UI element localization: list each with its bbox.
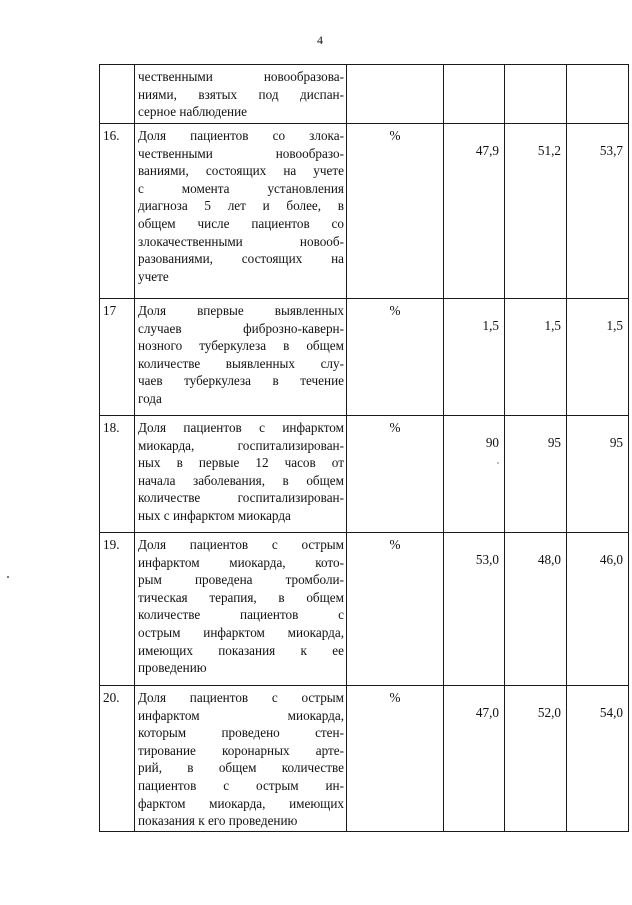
indicator-description [135, 124, 347, 299]
value-cell-v2: 52,0 [505, 686, 567, 832]
indicator-description [135, 686, 347, 832]
description-line: острым инфарктом миокарда, [138, 624, 344, 640]
value-cell-v3: 95 [567, 416, 629, 533]
description-line: имеющих показания к ее [138, 642, 344, 658]
row-number: 19. [100, 533, 135, 686]
value-cell-v1: 47,9 [444, 124, 505, 299]
description-line: миокарда, госпитализирован- [138, 437, 344, 453]
description-line: Доля пациентов со злока- [138, 128, 344, 143]
value-cell-v2 [505, 65, 567, 124]
description-line: начала заболевания, в общем [138, 472, 344, 488]
description-line: случаев фиброзно-каверн- [138, 320, 344, 336]
description-line: Доля пациентов с инфарктом [138, 420, 344, 435]
description-line: чественными новообразова- [138, 69, 344, 84]
value-cell-v3: 53,7 [567, 124, 629, 299]
description-line: пациентов с острым ин- [138, 777, 344, 793]
description-line: чаев туберкулеза в течение [138, 373, 344, 389]
value-cell-v1: 1,5 [444, 299, 505, 416]
description-line: ных в первые 12 часов от [138, 455, 344, 471]
unit-cell: % [347, 686, 444, 832]
row-number: 17 [100, 299, 135, 416]
description-line: ниями, взятых под диспан- [138, 86, 344, 102]
description-line: рий, в общем количестве [138, 760, 344, 776]
description-line: инфарктом миокарда, кото- [138, 554, 344, 570]
table-row [100, 65, 629, 124]
unit-cell: % [347, 124, 444, 299]
description-line: количестве госпитализирован- [138, 490, 344, 506]
value-cell-v3: 1,5 [567, 299, 629, 416]
value-cell-v2: 1,5 [505, 299, 567, 416]
description-line: злокачественными новооб- [138, 233, 344, 249]
scan-speck [497, 462, 499, 464]
description-line: общем числе пациентов со [138, 215, 344, 231]
unit-cell: % [347, 533, 444, 686]
table-body [100, 65, 629, 832]
value-cell-v1: 47,0 [444, 686, 505, 832]
description-line: ваниями, состоящих на учете [138, 163, 344, 179]
table-row [100, 533, 629, 686]
description-line: Доля пациентов с острым [138, 537, 344, 552]
description-line: Доля впервые выявленных [138, 303, 344, 318]
description-line: которым проведено стен- [138, 725, 344, 741]
row-number [100, 65, 135, 124]
unit-cell: % [347, 299, 444, 416]
value-cell-v3: 54,0 [567, 686, 629, 832]
row-number: 16. [100, 124, 135, 299]
description-line: учете [138, 268, 169, 284]
page-number: 4 [317, 33, 323, 47]
description-line: показания к его проведению [138, 813, 298, 829]
value-cell-v2: 95 [505, 416, 567, 533]
row-number: 18. [100, 416, 135, 533]
description-line: инфарктом миокарда, [138, 707, 344, 723]
value-cell-v1: 90 [444, 416, 505, 533]
description-line: тирование коронарных арте- [138, 742, 344, 758]
table-row [100, 416, 629, 533]
description-line: рым проведена тромболи- [138, 572, 344, 588]
table-row [100, 686, 629, 832]
description-line: диагноза 5 лет и более, в [138, 198, 344, 214]
description-line: чественными новообразо- [138, 145, 344, 161]
table-row [100, 124, 629, 299]
description-line: нозного туберкулеза в общем [138, 338, 344, 354]
description-line: ных с инфарктом миокарда [138, 507, 291, 523]
value-cell-v3: 46,0 [567, 533, 629, 686]
description-line: с момента установления [138, 180, 344, 196]
description-line: фарктом миокарда, имеющих [138, 795, 344, 811]
description-line: разованиями, состоящих на [138, 251, 344, 267]
description-line: тическая терапия, в общем [138, 589, 344, 605]
value-cell-v3 [567, 65, 629, 124]
indicator-description [135, 299, 347, 416]
value-cell-v1: 53,0 [444, 533, 505, 686]
unit-cell [347, 65, 444, 124]
description-line: проведению [138, 660, 207, 676]
unit-cell: % [347, 416, 444, 533]
indicator-description [135, 533, 347, 686]
value-cell-v1 [444, 65, 505, 124]
table-row [100, 299, 629, 416]
row-number: 20. [100, 686, 135, 832]
value-cell-v2: 48,0 [505, 533, 567, 686]
description-line: Доля пациентов с острым [138, 690, 344, 705]
indicator-description [135, 65, 347, 124]
description-line: серное наблюдение [138, 104, 248, 120]
indicators-table [99, 64, 629, 832]
indicator-description [135, 416, 347, 533]
scan-speck [7, 576, 9, 578]
description-line: количестве выявленных слу- [138, 355, 344, 371]
value-cell-v2: 51,2 [505, 124, 567, 299]
description-line: количестве пациентов с [138, 607, 344, 623]
description-line: года [138, 390, 162, 406]
